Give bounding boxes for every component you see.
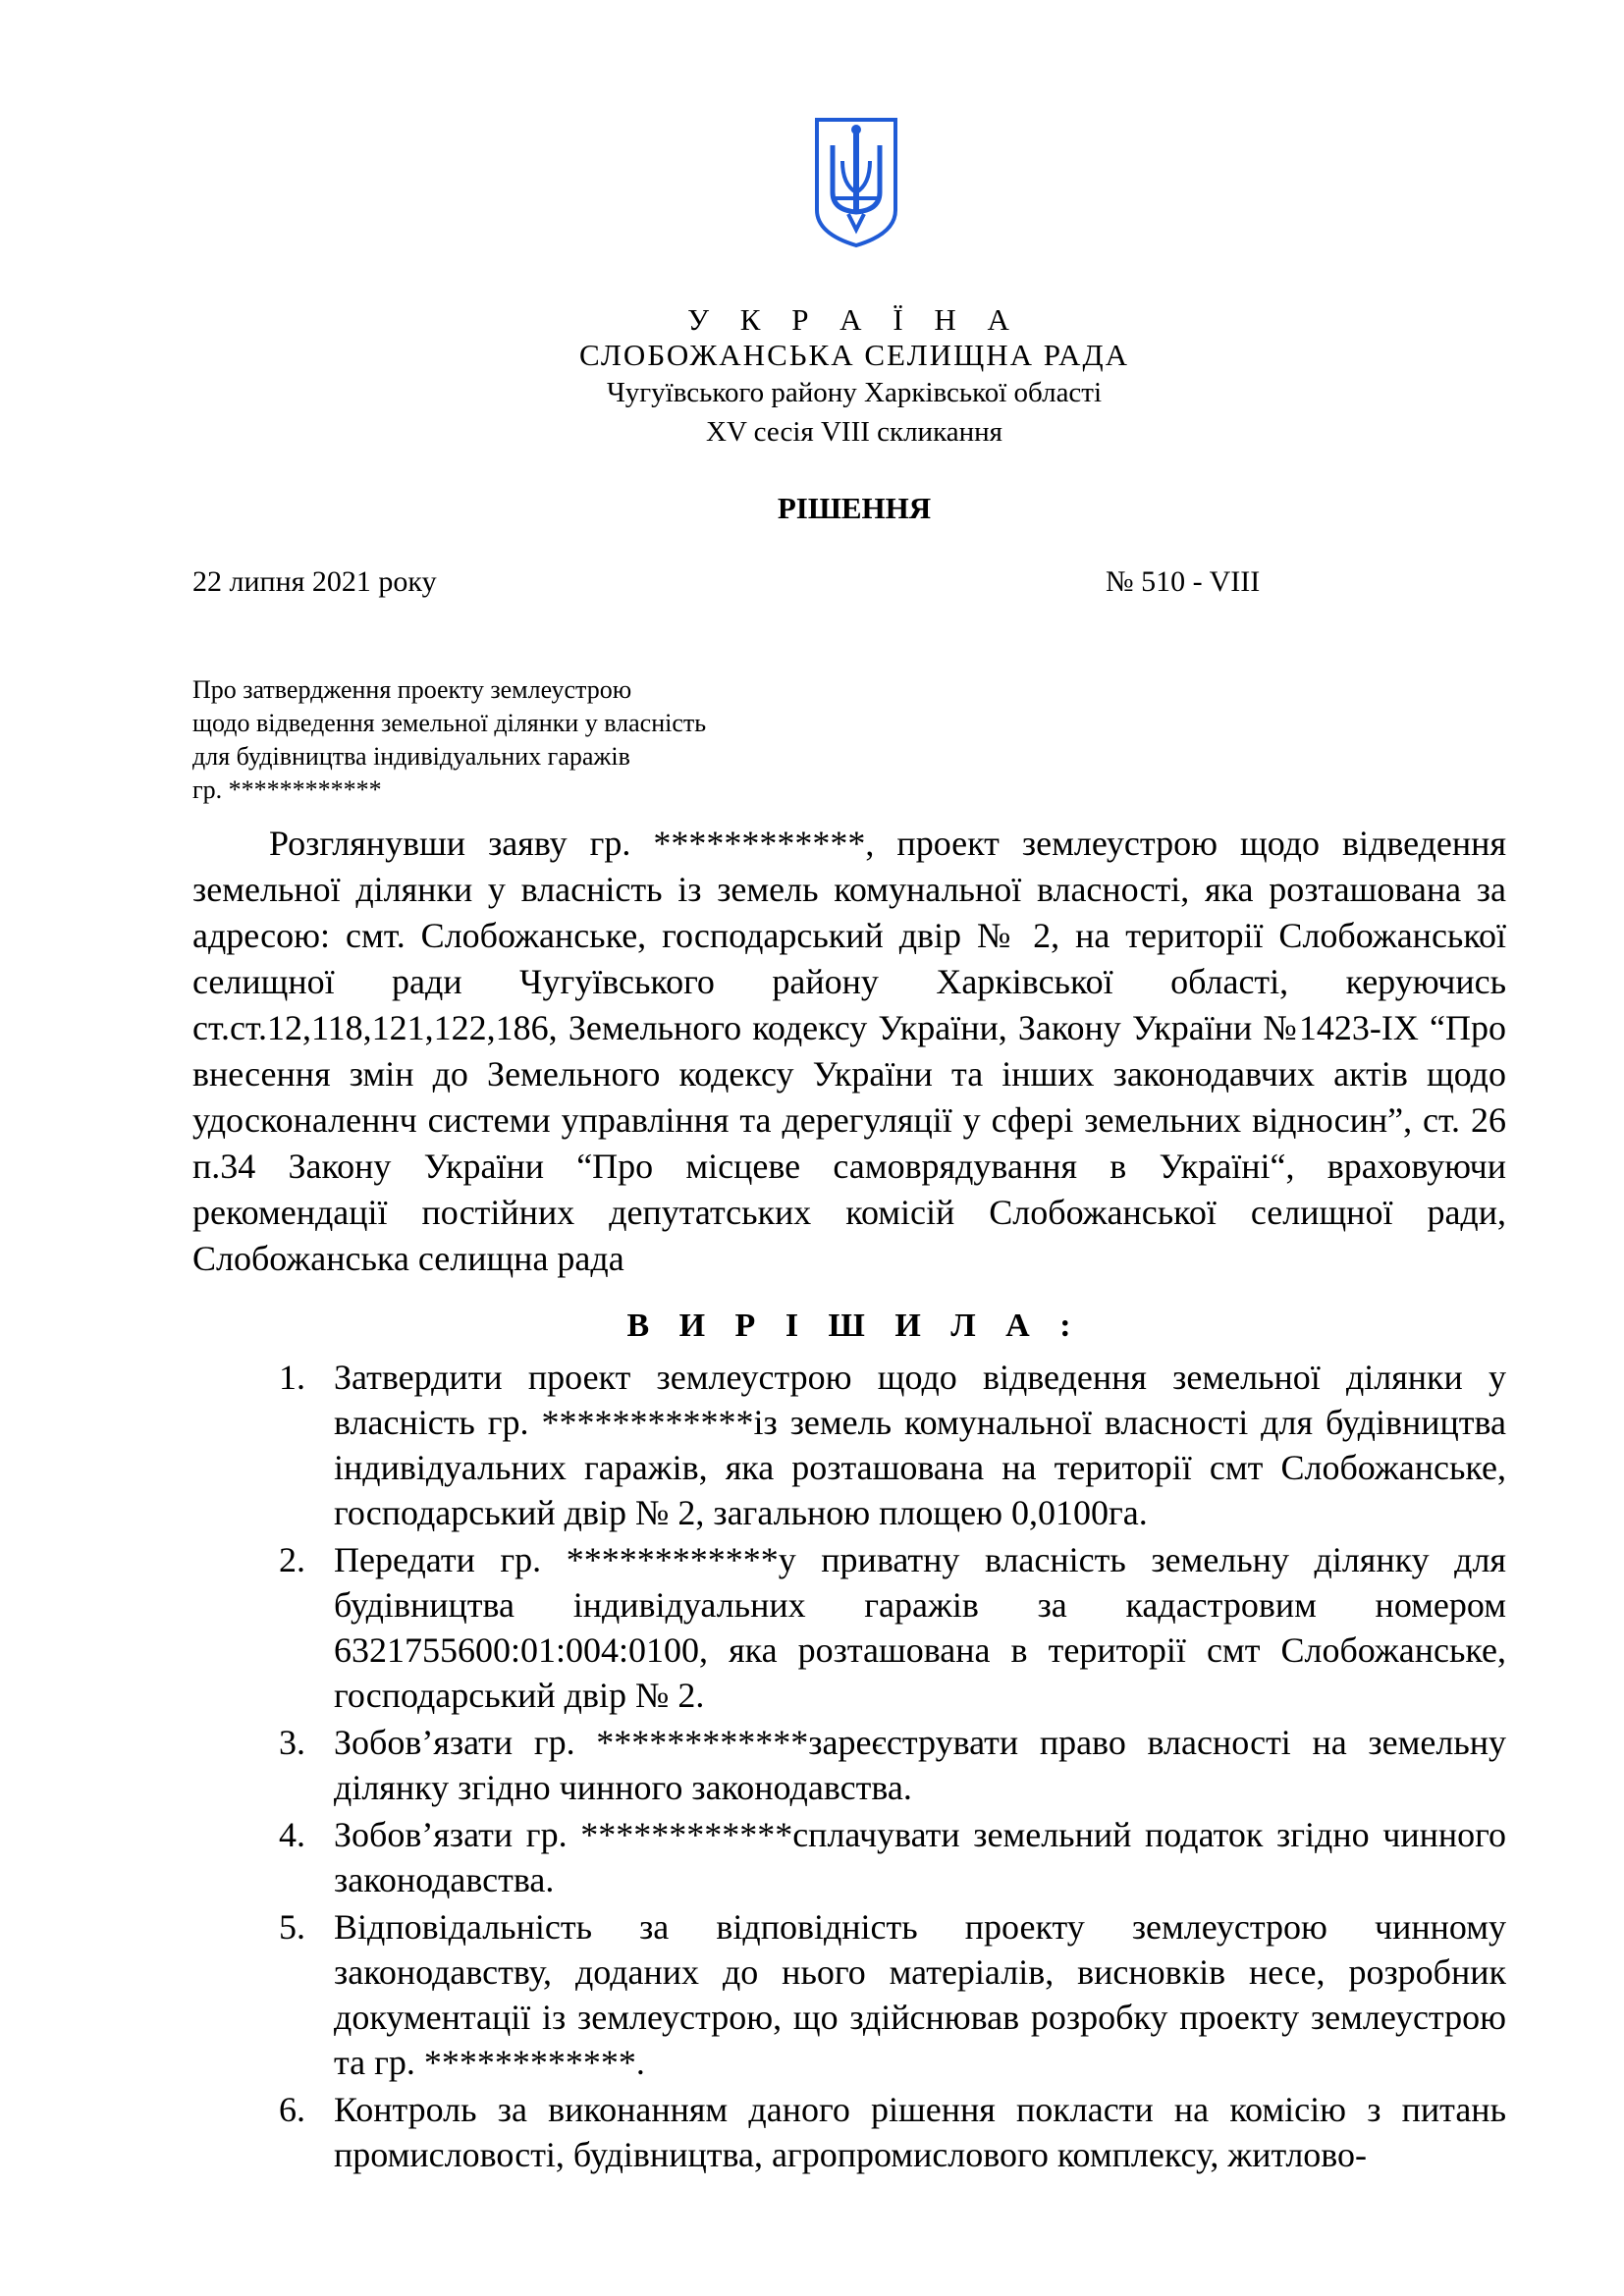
item-text: Зобов’язати гр. ************сплачувати земельний податок згідно чинного законодавства. [334,1815,1506,1899]
list-item [279,1537,1506,1718]
subject-line: щодо відведення земельної ділянки у власність [192,709,707,737]
list-item [279,1720,1506,1810]
decision-subject [192,673,706,807]
item-text: Зобов’язати гр. ************зареєструвати право власності на земельну ділянку згідно чинного законодавства. [334,1723,1506,1807]
item-number: 2. [279,1540,305,1579]
council-name: СЛОБОЖАНСЬКА СЕЛИЩНА РАДА [579,338,1129,372]
preamble-paragraph: Розглянувши заяву гр. ************, проект землеустрою щодо відведення земельної ділянки у власність із земель комунальної власності, яка розташована за адресою: смт. Слобожанське, господарський двір № 2, на території Слобожанської селищної ради Чугуївського району Харківської області, керуючись ст.ст.12,118,121,122,186, Земельного кодексу України, Закону України №1423-IX “Про внесення змін до Земельного кодексу України та інших законодавчих актів щодо удосконаленнч системи управління та дерегуляції у сфері земельних відносин”, ст. 26 п.34 Закону України “Про місцеве самоврядування в Україні“, враховуючи рекомендації постійних депутатських комісій Слобожанської селищної ради, Слобожанська селищна рада [192,824,1506,1278]
item-number: 1. [279,1358,305,1397]
list-item [279,1904,1506,2085]
resolved-heading: В И Р І Ш И Л А : [626,1308,1082,1344]
decision-number: № 510 - VIII [1106,565,1261,598]
district-name: Чугуївського району Харківської області [606,377,1103,408]
item-text: Затвердити проект землеустрою щодо відведення земельної ділянки у власність гр. ************із земель комунальної власності для будівництва індивідуальних гаражів, яка розташована на території смт Слобожанське, господарський двір № 2, загальною площею 0,0100га. [334,1358,1506,1532]
decision-date: 22 липня 2021 року [192,565,437,598]
list-item [279,2087,1506,2177]
item-number: 5. [279,1907,305,1947]
item-text: Відповідальність за відповідність проекту землеустрою чинному законодавству, доданих до нього матеріалів, висновків несе, розробник документації із землеустрою, що здійснював розробку проекту землеустрою та гр. ************. [334,1907,1506,2082]
resolution-list [279,1355,1506,2179]
item-number: 3. [279,1723,305,1762]
item-text: Передати гр. ************у приватну власність земельну ділянку для будівництва індивідуальних гаражів за кадастровим номером 6321755600:01:004:0100, яка розташована в території смт Слобожанське, господарський двір № 2. [334,1540,1506,1715]
session-info: XV сесія VIII скликання [706,416,1002,448]
trident-coat-of-arms-icon [813,116,899,249]
item-text: Контроль за виконанням даного рішення покласти на комісію з питань промисловості, будівництва, агропромислового комплексу, житлово- [334,2090,1506,2174]
document-type: РІШЕННЯ [777,491,932,525]
subject-line: для будівництва індивідуальних гаражів [192,742,630,771]
item-number: 6. [279,2090,305,2129]
list-item [279,1355,1506,1535]
item-number: 4. [279,1815,305,1854]
list-item [279,1812,1506,1902]
subject-line: Про затвердження проекту землеустрою [192,675,632,704]
subject-line: гр. ************ [192,775,382,804]
country-name: У К Р А Ї Н А [687,302,1021,337]
